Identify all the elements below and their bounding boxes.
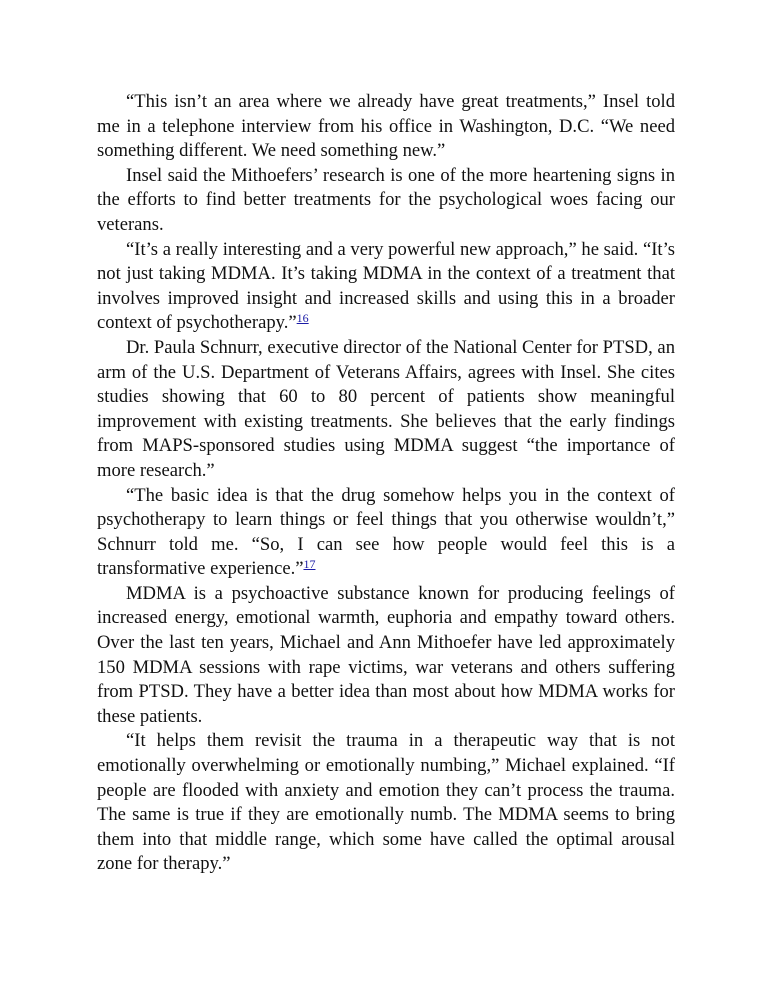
paragraph: [97, 582, 675, 730]
footnote-link[interactable]: 16: [296, 311, 309, 326]
paragraph: [97, 484, 675, 582]
paragraph: [97, 729, 675, 877]
paragraph-text: MDMA is a psychoactive substance known for producing feelings of increased energy, emotional warmth, euphoria and empathy toward others. Over the last ten years, Michael and Ann Mithoefer have led approximately 150 MDMA sessions with rape victims, war veterans and others suffering from PTSD. They have a better idea than most about how MDMA works for these patients.: [97, 582, 675, 727]
paragraph-text: “It helps them revisit the trauma in a therapeutic way that is not emotionally overwhelming or emotionally numbing,” Michael explained. “If people are flooded with anxiety and emotion they can’t process the trauma. The same is true if they are emotionally numb. The MDMA seems to bring them into that middle range, which some have called the optimal arousal zone for therapy.”: [97, 730, 675, 875]
paragraph: [97, 238, 675, 336]
footnote-link[interactable]: 17: [303, 557, 316, 572]
paragraph-text: “The basic idea is that the drug somehow helps you in the context of psychotherapy to learn things or feel things that you otherwise wouldn’t,” Schnurr told me. “So, I can see how people would feel this is a transformative experience.”: [97, 484, 675, 580]
paragraph: [97, 90, 675, 164]
paragraph: [97, 164, 675, 238]
paragraph: [97, 336, 675, 484]
paragraph-text: Dr. Paula Schnurr, executive director of the National Center for PTSD, an arm of the U.S. Department of Veterans Affairs, agrees with Insel. She cites studies showing that 60 to 80 percent of patients show meaningful improvement with existing treatments. She believes that the early findings from MAPS-sponsored studies using MDMA suggest “the importance of more research.”: [97, 336, 675, 481]
document-page: [97, 90, 675, 877]
paragraph-text: “It’s a really interesting and a very powerful new approach,” he said. “It’s not just taking MDMA. It’s taking MDMA in the context of a treatment that involves improved insight and increased skills and using this in a broader context of psychotherapy.”: [97, 238, 675, 334]
paragraph-text: Insel said the Mithoefers’ research is one of the more heartening signs in the efforts to find better treatments for the psychological woes facing our veterans.: [97, 164, 675, 235]
paragraph-text: “This isn’t an area where we already have great treatments,” Insel told me in a telephone interview from his office in Washington, D.C. “We need something different. We need something new.”: [97, 91, 675, 162]
